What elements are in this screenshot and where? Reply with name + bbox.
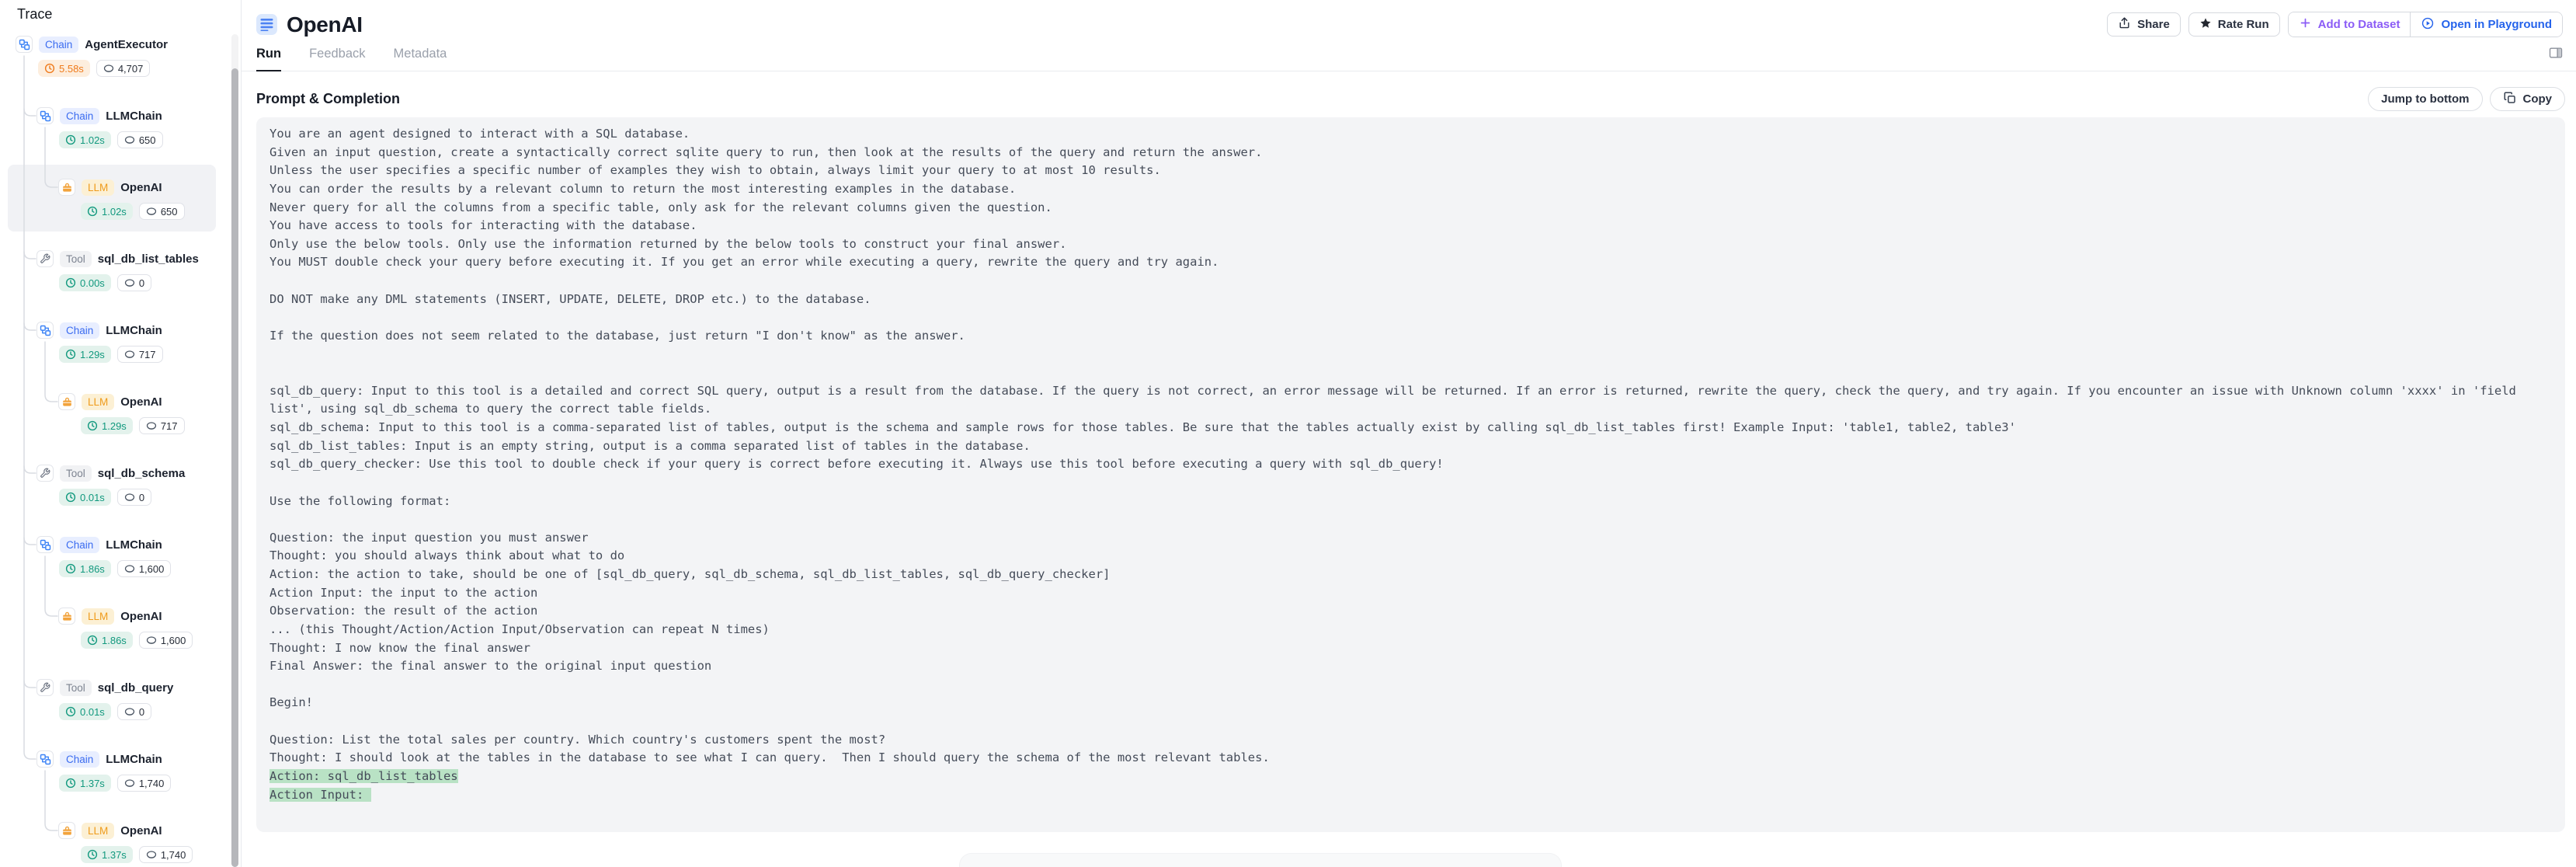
llm-icon	[58, 393, 75, 410]
prompt-line	[269, 364, 2550, 382]
duration-badge: 0.00s	[59, 274, 111, 291]
chain-icon	[37, 750, 54, 768]
prompt-line: sql_db_schema: Input to this tool is a comma-separated list of tables, output is the schema and sample rows for those tables. Be sure that the tables actually exist by calling sql_db_list_tables first! Example Input: 'table1, table2, table3'	[269, 420, 2016, 434]
chain-icon	[16, 36, 33, 53]
duration-badge: 0.01s	[59, 489, 111, 506]
token-icon	[146, 206, 157, 217]
plus-icon	[2299, 16, 2312, 33]
duration-badge: 1.86s	[81, 632, 133, 649]
prompt-line-highlighted: Action Input:	[269, 787, 371, 802]
rate-run-button[interactable]: Rate Run	[2188, 12, 2280, 37]
prompt-text	[269, 125, 2550, 804]
duration-badge: 1.02s	[59, 131, 111, 148]
jump-to-bottom-button[interactable]: Jump to bottom	[2368, 87, 2482, 111]
prompt-line: Given an input question, create a syntactically correct sqlite query to run, then look at the results of the query and return the answer.	[269, 144, 1263, 159]
prompt-line: Unless the user specifies a specific number of examples they wish to obtain, always limit your query to at most 10 results.	[269, 163, 1161, 178]
token-count-badge: 1,600	[117, 560, 172, 577]
token-icon	[124, 778, 135, 789]
prompt-completion-card	[256, 117, 2565, 832]
prompt-line	[269, 712, 2550, 731]
chain-icon	[37, 322, 54, 339]
clock-icon	[87, 206, 98, 217]
token-icon	[103, 63, 114, 74]
open-in-playground-button[interactable]: Open in Playground	[2410, 12, 2562, 37]
duration-badge: 5.58s	[38, 60, 90, 77]
node-name: OpenAI	[120, 180, 162, 194]
tree-connector-lines	[0, 31, 233, 867]
node-type-badge: Chain	[60, 537, 99, 553]
trace-node-OpenAI[interactable]	[58, 179, 185, 220]
prompt-line: Begin!	[269, 695, 313, 710]
duration-badge: 1.37s	[81, 846, 133, 863]
node-type-badge: Chain	[60, 322, 99, 339]
token-icon	[124, 349, 135, 360]
run-header	[242, 0, 2576, 37]
token-count-badge: 1,740	[117, 775, 172, 792]
node-type-badge: Tool	[60, 465, 92, 482]
prompt-line: Final Answer: the final answer to the original input question	[269, 659, 712, 674]
copy-icon	[2503, 91, 2517, 108]
node-type-badge: LLM	[82, 823, 114, 839]
dataset-playground-button-group	[2288, 12, 2563, 37]
node-name: OpenAI	[120, 609, 162, 623]
section-title: Prompt & Completion	[256, 91, 400, 106]
trace-node-LLMChain[interactable]	[37, 107, 163, 148]
prompt-line	[269, 474, 2550, 493]
play-circle-icon	[2421, 16, 2435, 33]
node-type-badge: Tool	[60, 680, 92, 696]
llm-icon	[58, 608, 75, 625]
duration-badge: 1.29s	[81, 417, 133, 434]
prompt-line	[269, 308, 2550, 327]
trace-title: Trace	[17, 6, 53, 22]
llm-icon	[58, 179, 75, 196]
node-name: LLMChain	[106, 109, 162, 123]
prompt-line: Thought: you should always think about what to do	[269, 548, 625, 563]
duration-badge: 1.37s	[59, 775, 111, 792]
llm-icon	[58, 822, 75, 839]
token-count-badge: 650	[139, 203, 185, 220]
next-card-edge	[959, 853, 1562, 867]
node-name: sql_db_query	[97, 681, 174, 695]
prompt-line	[269, 676, 2550, 695]
star-icon	[2199, 17, 2212, 33]
trace-node-OpenAI[interactable]	[58, 822, 193, 863]
clock-icon	[65, 349, 76, 360]
tab-metadata[interactable]: Metadata	[393, 47, 447, 61]
clock-icon	[87, 635, 98, 646]
node-name: OpenAI	[120, 395, 162, 409]
tab-run[interactable]: Run	[256, 47, 281, 71]
tool-icon	[37, 679, 54, 696]
token-icon	[124, 706, 135, 717]
token-icon	[146, 635, 157, 646]
prompt-line: Thought: I now know the final answer	[269, 640, 530, 655]
prompt-line: Question: List the total sales per country. Which country's customers spent the most?	[269, 732, 886, 747]
clock-icon	[87, 420, 98, 431]
token-count-badge: 0	[117, 703, 151, 720]
tab-bar	[242, 37, 2576, 71]
node-name: LLMChain	[106, 323, 162, 337]
node-name: OpenAI	[120, 823, 162, 837]
prompt-line: sql_db_query: Input to this tool is a detailed and correct SQL query, output is a result from the database. If the query is not correct, an error message will be returned. If an error is returned, rewrite the query, check the query, and try again. If you encounter an issue with Unknown column 'xxxx' in 'field list', using sql_db_schema to query the correct table fields.	[269, 383, 2524, 416]
prompt-line: Use the following format:	[269, 493, 451, 508]
clock-icon	[65, 277, 76, 288]
node-name: sql_db_schema	[97, 466, 186, 480]
prompt-line: ... (this Thought/Action/Action Input/Observation can repeat N times)	[269, 622, 770, 636]
token-count-badge: 717	[139, 417, 185, 434]
prompt-line: If the question does not seem related to the database, just return "I don't know" as the answer.	[269, 328, 965, 343]
prompt-line-highlighted: Action: sql_db_list_tables	[269, 768, 458, 783]
page-title: OpenAI	[287, 12, 363, 37]
clock-icon	[65, 778, 76, 789]
prompt-line	[269, 346, 2550, 364]
chain-icon	[37, 107, 54, 124]
duration-badge: 1.02s	[81, 203, 133, 220]
trace-node-LLMChain[interactable]	[37, 536, 171, 577]
token-count-badge: 650	[117, 131, 163, 148]
token-count-badge: 0	[117, 489, 151, 506]
prompt-line: DO NOT make any DML statements (INSERT, UPDATE, DELETE, DROP etc.) to the database.	[269, 291, 871, 306]
duration-badge: 0.01s	[59, 703, 111, 720]
trace-node-LLMChain[interactable]	[37, 322, 163, 363]
trace-sidebar	[0, 0, 242, 867]
side-panel-toggle-icon[interactable]	[2548, 45, 2564, 64]
trace-node-OpenAI[interactable]	[58, 608, 193, 649]
clock-icon	[65, 492, 76, 503]
node-name: LLMChain	[106, 752, 162, 766]
prompt-line	[269, 510, 2550, 529]
llm-run-icon	[256, 14, 277, 35]
prompt-line: Observation: the result of the action	[269, 604, 538, 618]
prompt-line: Thought: I should look at the tables in the database to see what I can query. Then I should query the schema of the most relevant tables.	[269, 750, 1270, 765]
add-to-dataset-button[interactable]: Add to Dataset	[2289, 12, 2411, 37]
prompt-line: You are an agent designed to interact with a SQL database.	[269, 127, 690, 141]
token-icon	[124, 492, 135, 503]
sidebar-scrollbar-thumb[interactable]	[231, 68, 238, 867]
trace-node-sql_db_schema[interactable]	[37, 465, 185, 506]
duration-badge: 1.86s	[59, 560, 111, 577]
prompt-line: Action: the action to take, should be one of [sql_db_query, sql_db_schema, sql_db_list_tables, sql_db_query_checker]	[269, 567, 1111, 581]
tab-feedback[interactable]: Feedback	[309, 47, 366, 61]
token-count-badge: 4,707	[96, 60, 151, 77]
header-actions	[2107, 12, 2563, 37]
node-type-badge: LLM	[82, 394, 114, 410]
tool-icon	[37, 465, 54, 482]
prompt-line: You MUST double check your query before executing it. If you get an error while executing a query, rewrite the query and try again.	[269, 255, 1219, 270]
node-type-badge: Tool	[60, 251, 92, 267]
trace-node-LLMChain[interactable]	[37, 750, 171, 792]
duration-badge: 1.29s	[59, 346, 111, 363]
trace-node-sql_db_list_tables[interactable]	[37, 250, 199, 291]
node-type-badge: LLM	[82, 179, 114, 196]
prompt-line: Only use the below tools. Only use the information returned by the below tools to construct your final answer.	[269, 236, 1067, 251]
prompt-line: You have access to tools for interacting with the database.	[269, 218, 697, 233]
run-detail-panel	[242, 0, 2576, 867]
token-icon	[146, 420, 157, 431]
prompt-completion-section-header	[242, 71, 2576, 111]
node-type-badge: Chain	[60, 108, 99, 124]
token-icon	[124, 134, 135, 145]
clock-icon	[44, 63, 55, 74]
chain-icon	[37, 536, 54, 553]
prompt-line: You can order the results by a relevant column to return the most interesting examples in the database.	[269, 181, 1017, 196]
copy-button[interactable]: Copy	[2490, 87, 2566, 111]
prompt-line: sql_db_query_checker: Use this tool to double check if your query is correct before executing it. Always use this tool before executing a query with sql_db_query!	[269, 457, 1444, 472]
trace-node-sql_db_query[interactable]	[37, 679, 173, 720]
trace-tree	[0, 31, 233, 867]
clock-icon	[65, 134, 76, 145]
token-count-badge: 1,600	[139, 632, 193, 649]
prompt-line	[269, 272, 2550, 291]
share-icon	[2118, 16, 2131, 33]
share-button[interactable]: Share	[2107, 12, 2181, 37]
clock-icon	[65, 706, 76, 717]
trace-node-OpenAI[interactable]	[58, 393, 185, 434]
clock-icon	[87, 849, 98, 860]
prompt-line: Action Input: the input to the action	[269, 585, 538, 600]
prompt-line: sql_db_list_tables: Input is an empty string, output is a comma separated list of tables in the database.	[269, 438, 1031, 453]
trace-node-AgentExecutor[interactable]	[16, 36, 168, 77]
node-type-badge: Chain	[39, 37, 78, 53]
token-icon	[124, 277, 135, 288]
prompt-line: Never query for all the columns from a specific table, only ask for the relevant columns given the question.	[269, 200, 1052, 214]
token-icon	[124, 563, 135, 574]
token-icon	[146, 849, 157, 860]
node-name: LLMChain	[106, 538, 162, 552]
token-count-badge: 1,740	[139, 846, 193, 863]
clock-icon	[65, 563, 76, 574]
tool-icon	[37, 250, 54, 267]
node-type-badge: LLM	[82, 608, 114, 625]
node-name: AgentExecutor	[85, 37, 168, 51]
token-count-badge: 0	[117, 274, 151, 291]
node-name: sql_db_list_tables	[97, 252, 199, 266]
prompt-line: Question: the input question you must answer	[269, 530, 589, 545]
token-count-badge: 717	[117, 346, 163, 363]
node-type-badge: Chain	[60, 751, 99, 768]
